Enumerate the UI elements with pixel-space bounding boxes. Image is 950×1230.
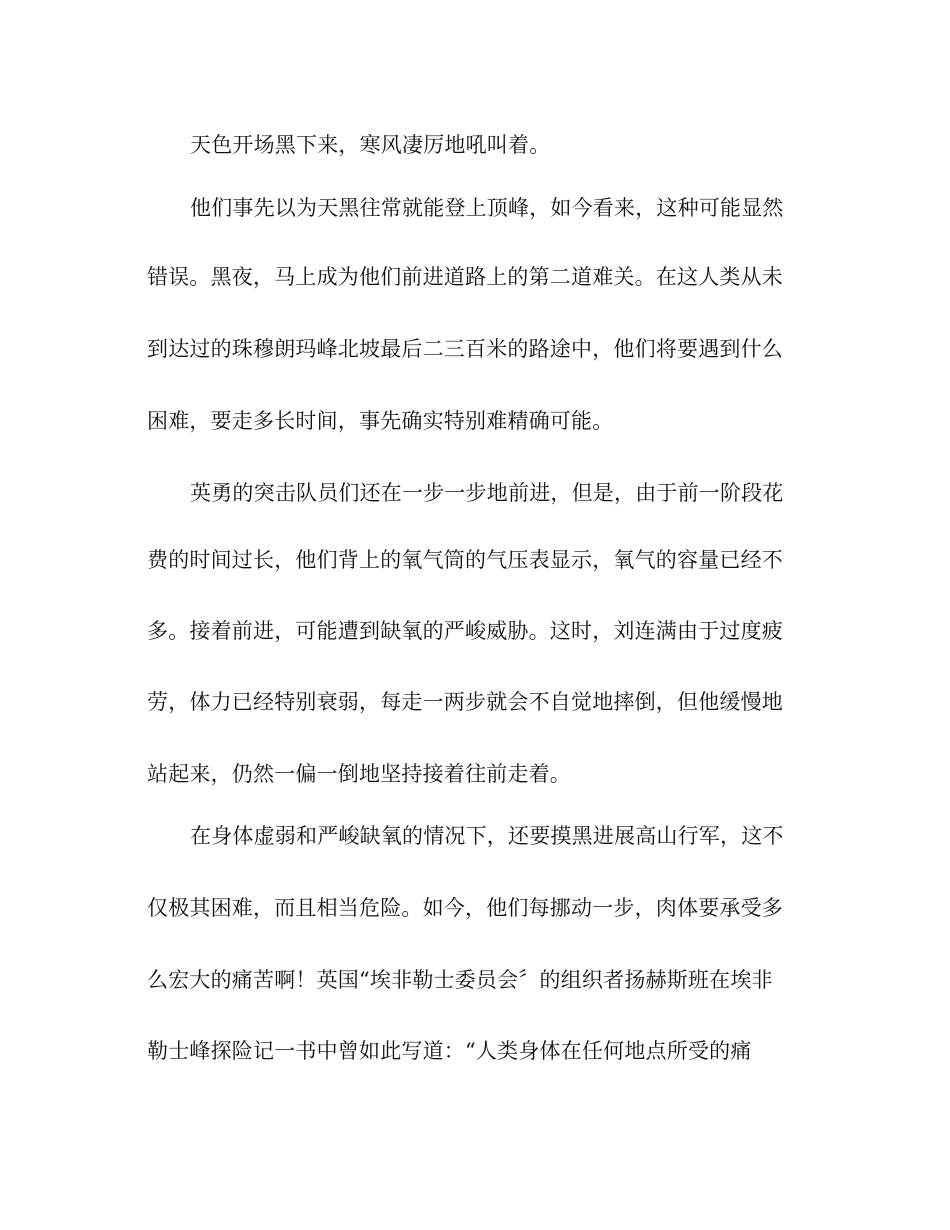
paragraph-2-line-1: 他们事先以为天黑往常就能登上顶峰，如今看来，这种可能显然: [190, 196, 784, 220]
paragraph-2-line-3: 到达过的珠穆朗玛峰北坡最后二三百米的路途中，他们将要遇到什么: [147, 337, 783, 361]
paragraph-4-line-3: 么宏大的痛苦啊！英国“埃非勒士委员会〞的组织者扬赫斯班在埃非: [147, 968, 773, 992]
paragraph-2-line-4: 困难，要走多长时间，事先确实特别难精确可能。: [147, 409, 614, 433]
paragraph-4-line-2: 仅极其困难，而且相当危险。如今，他们每挪动一步，肉体要承受多: [147, 896, 783, 920]
paragraph-3-line-1: 英勇的突击队员们还在一步一步地前进，但是，由于前一阶段花: [190, 481, 784, 505]
paragraph-3-line-4: 劳，体力已经特别衰弱，每走一两步就会不自觉地摔倒，但他缓慢地: [147, 690, 783, 714]
paragraph-4-line-1: 在身体虚弱和严峻缺氧的情况下，还要摸黑进展高山行军，这不: [190, 824, 784, 848]
paragraph-2-line-2: 错误。黑夜，马上成为他们前进道路上的第二道难关。在这人类从未: [147, 265, 783, 289]
paragraph-3-line-2: 费的时间过长，他们背上的氧气筒的气压表显示，氧气的容量已经不: [147, 548, 783, 572]
paragraph-3-line-3: 多。接着前进，可能遭到缺氧的严峻威胁。这时，刘连满由于过度疲: [147, 619, 783, 643]
paragraph-4-line-4: 勒士峰探险记一书中曾如此写道：“人类身体在任何地点所受的痛: [147, 1039, 752, 1063]
paragraph-1-line-1: 天色开场黑下来，寒风凄厉地吼叫着。: [190, 133, 551, 157]
paragraph-3-line-5: 站起来，仍然一偏一倒地坚持接着往前走着。: [147, 762, 571, 786]
